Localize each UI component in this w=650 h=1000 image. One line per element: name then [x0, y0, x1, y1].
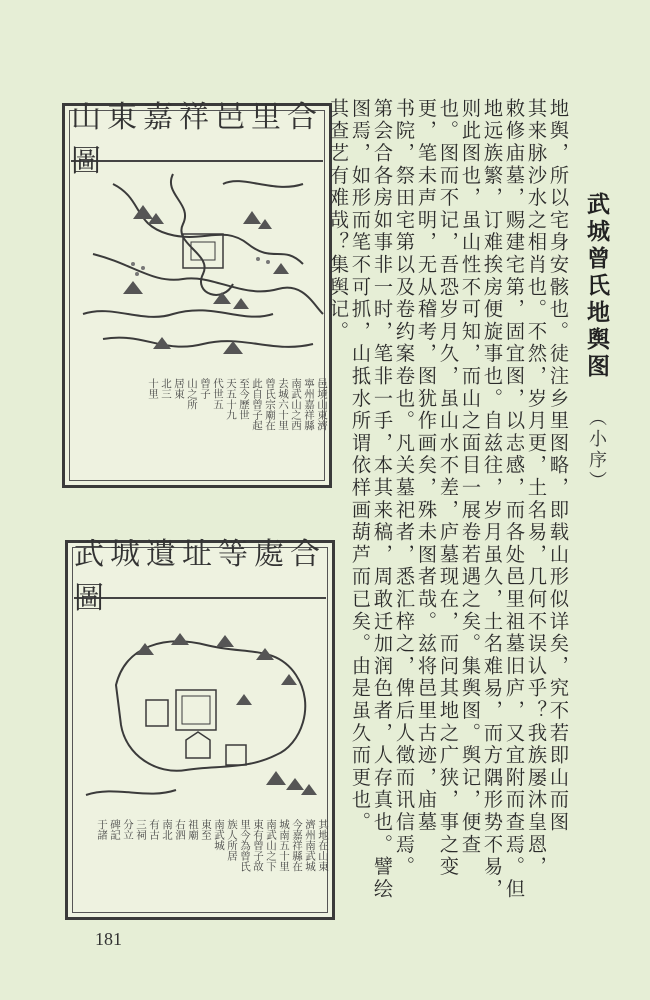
map-jiaxiang-title: 山東嘉祥邑里合圖	[71, 100, 323, 179]
text-column: 其查艺有难哉？集舆记。	[327, 98, 350, 344]
section-title: 武城曾氏地舆图	[583, 192, 609, 381]
map-wucheng	[65, 537, 335, 920]
text-column: 则此图也，虽山性不可知，而山之面目一展卷若遇之矣。集舆图。舆记，便查	[459, 98, 482, 857]
map-wucheng-legend: 其地在山東 濟州南武城 今嘉祥縣在 城南五十里 南武山之下 東有曾子故 里今為曾氏 族人所居 南武城 東至 祖廟 右泗 南北 有古 三祠 分立 碑記 于諸	[96, 819, 329, 872]
text-column: 其来脉沙水之相肖也。不然，岁月更，土名易，几何不误认乎？我族屡沐皇恩，	[525, 98, 548, 879]
text-column: 地舆，所以宅身安骸也。徒注乡里图略，即载山形似详矣，究不若即山而图	[547, 98, 570, 834]
map-jiaxiang	[62, 100, 332, 488]
text-column: 图焉，如形而笔不可抓，山抵水所谓依样画葫芦而已矣。由是虽久而更也。	[349, 98, 372, 834]
text-column: 地远族繁，订难挨房便旋事也。自兹往，岁月虽久，土名难易，而方隅形势不易，	[481, 98, 504, 901]
map-jiaxiang-drawing	[73, 164, 327, 374]
page-number: 181	[95, 929, 122, 949]
text-column: 更，笔未声明，无从稽考，图犹作画矣，殊未图者哉。兹将邑里古迹，庙墓	[415, 98, 438, 834]
text-column: 也。图而不记，吾恐岁月久，虽山水不差，庐墓现在，而问其地之广狭，事之变	[437, 98, 460, 879]
map-wucheng-title: 武城遺址等處合圖	[74, 537, 326, 616]
body-text	[327, 98, 570, 928]
section-subtitle: （小序）	[586, 408, 607, 492]
text-column: 敕修庙墓，赐建宅第，固宜图，以志感，而各处邑里祖墓旧庐，又宜附而查焉。但	[503, 98, 526, 901]
map-wucheng-drawing	[76, 605, 330, 815]
text-column: 第会合各房如事非一时，笔非一手，本其来稿，周敢迁加润色者，人存真也。譬绘	[371, 98, 394, 901]
map-jiaxiang-legend: 邑境山東濟 寧州嘉祥縣 南武山之西 去城六十里 曾氏宗廟在 此自曾子起 至今歷世 天五十九 代世五 曾子 山之所 居東 北三 十里	[147, 378, 328, 431]
text-column: 书院，祭田宅第以及卷约案卷也。凡关墓祀者，悉汇梓之，俾后人徵而讯信焉。	[393, 98, 416, 879]
